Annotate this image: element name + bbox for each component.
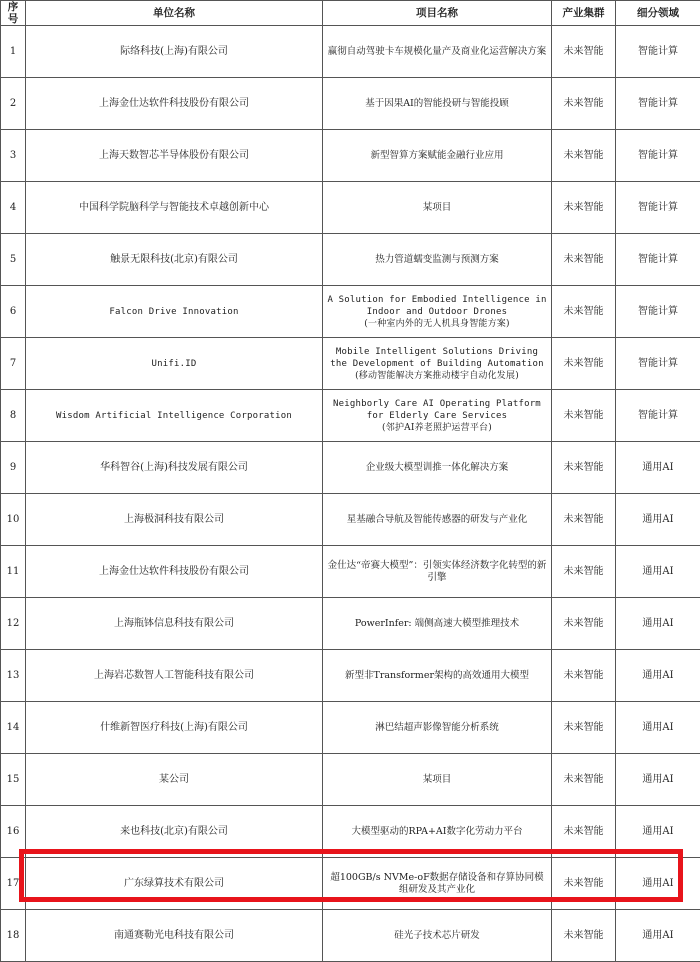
sub-field: 智能计算 [616, 286, 700, 338]
industry-cluster: 未来智能 [552, 234, 616, 286]
project-name-en: Neighborly Care AI Operating Platform for Elderly Care Services [326, 398, 548, 422]
sub-field: 通用AI [616, 806, 700, 858]
header-project: 项目名称 [323, 1, 552, 26]
row-number: 1 [1, 26, 26, 78]
project-name: 企业级大模型训推一体化解决方案 [323, 442, 552, 494]
industry-cluster: 未来智能 [552, 182, 616, 234]
table-row [1, 858, 700, 910]
row-number: 4 [1, 182, 26, 234]
sub-field: 智能计算 [616, 130, 700, 182]
project-name: 新型非Transformer架构的高效通用大模型 [323, 650, 552, 702]
industry-cluster: 未来智能 [552, 702, 616, 754]
project-name: 淋巴结超声影像智能分析系统 [323, 702, 552, 754]
sub-field: 通用AI [616, 546, 700, 598]
row-number: 8 [1, 390, 26, 442]
industry-cluster: 未来智能 [552, 78, 616, 130]
row-number: 18 [1, 910, 26, 962]
org-name: 来也科技(北京)有限公司 [26, 806, 323, 858]
table-row [1, 910, 700, 962]
header-org: 单位名称 [26, 1, 323, 26]
table-row [1, 390, 700, 442]
sub-field: 通用AI [616, 702, 700, 754]
org-name: 际络科技(上海)有限公司 [26, 26, 323, 78]
table-row [1, 78, 700, 130]
sub-field: 通用AI [616, 754, 700, 806]
industry-cluster: 未来智能 [552, 286, 616, 338]
project-name: 星基融合导航及智能传感器的研发与产业化 [323, 494, 552, 546]
org-name: 什维新智医疗科技(上海)有限公司 [26, 702, 323, 754]
row-number: 15 [1, 754, 26, 806]
project-name: 新型智算方案赋能金融行业应用 [323, 130, 552, 182]
table-row [1, 702, 700, 754]
sub-field: 智能计算 [616, 390, 700, 442]
project-name: 某项目 [323, 754, 552, 806]
industry-cluster: 未来智能 [552, 26, 616, 78]
table-row [1, 130, 700, 182]
row-number: 14 [1, 702, 26, 754]
header-row [1, 1, 700, 26]
sub-field: 通用AI [616, 598, 700, 650]
industry-cluster: 未来智能 [552, 806, 616, 858]
org-name: 上海金仕达软件科技股份有限公司 [26, 78, 323, 130]
industry-cluster: 未来智能 [552, 910, 616, 962]
org-name: Falcon Drive Innovation [26, 286, 323, 338]
table-row [1, 806, 700, 858]
table-row [1, 546, 700, 598]
org-name: 华科智谷(上海)科技发展有限公司 [26, 442, 323, 494]
org-name: 中国科学院脑科学与智能技术卓越创新中心 [26, 182, 323, 234]
project-name [323, 338, 552, 390]
industry-cluster: 未来智能 [552, 338, 616, 390]
project-name: 某项目 [323, 182, 552, 234]
sub-field: 智能计算 [616, 234, 700, 286]
header-cluster: 产业集群 [552, 1, 616, 26]
row-number: 17 [1, 858, 26, 910]
sub-field: 通用AI [616, 650, 700, 702]
org-name: 上海极洞科技有限公司 [26, 494, 323, 546]
row-number: 9 [1, 442, 26, 494]
table-row [1, 494, 700, 546]
row-number: 13 [1, 650, 26, 702]
table-row [1, 234, 700, 286]
industry-cluster: 未来智能 [552, 442, 616, 494]
industry-cluster: 未来智能 [552, 390, 616, 442]
project-name [323, 390, 552, 442]
row-number: 16 [1, 806, 26, 858]
project-name: 硅光子技术芯片研发 [323, 910, 552, 962]
project-name-cn: (一种室内外的无人机具身智能方案) [326, 318, 548, 330]
project-name-en: A Solution for Embodied Intelligence in Indoor and Outdoor Drones [326, 294, 548, 318]
org-name: 某公司 [26, 754, 323, 806]
sub-field: 通用AI [616, 494, 700, 546]
sub-field: 通用AI [616, 442, 700, 494]
table-row [1, 754, 700, 806]
org-name: Wisdom Artificial Intelligence Corporation [26, 390, 323, 442]
project-name [323, 286, 552, 338]
org-name: 上海天数智芯半导体股份有限公司 [26, 130, 323, 182]
sub-field: 智能计算 [616, 78, 700, 130]
org-name: Unifi.ID [26, 338, 323, 390]
org-name: 上海金仕达软件科技股份有限公司 [26, 546, 323, 598]
project-name: PowerInfer: 端侧高速大模型推理技术 [323, 598, 552, 650]
row-number: 12 [1, 598, 26, 650]
org-name: 上海瓶钵信息科技有限公司 [26, 598, 323, 650]
row-number: 7 [1, 338, 26, 390]
project-name-cn: (移动智能解决方案推动楼宇自动化发展) [326, 370, 548, 382]
project-name-en: Mobile Intelligent Solutions Driving the Development of Building Automation [326, 346, 548, 370]
table-row [1, 26, 700, 78]
header-no: 序号 [1, 1, 26, 26]
sub-field: 通用AI [616, 910, 700, 962]
industry-cluster: 未来智能 [552, 858, 616, 910]
project-name-cn: (邻护AI养老照护运营平台) [326, 422, 548, 434]
industry-cluster: 未来智能 [552, 754, 616, 806]
project-name: 超100GB/s NVMe-oF数据存储设备和存算协同模组研发及其产业化 [323, 858, 552, 910]
table-row [1, 650, 700, 702]
industry-cluster: 未来智能 [552, 130, 616, 182]
org-name: 触景无限科技(北京)有限公司 [26, 234, 323, 286]
project-name: 基于因果AI的智能投研与智能投顾 [323, 78, 552, 130]
sub-field: 智能计算 [616, 26, 700, 78]
project-name: 金仕达“帝赛大模型”：引领实体经济数字化转型的新引擎 [323, 546, 552, 598]
industry-cluster: 未来智能 [552, 598, 616, 650]
project-name: 赢彻自动驾驶卡车规模化量产及商业化运营解决方案 [323, 26, 552, 78]
table-row [1, 182, 700, 234]
project-name: 大模型驱动的RPA+AI数字化劳动力平台 [323, 806, 552, 858]
industry-cluster: 未来智能 [552, 546, 616, 598]
table-row [1, 442, 700, 494]
table-row [1, 286, 700, 338]
header-field: 细分领域 [616, 1, 700, 26]
industry-cluster: 未来智能 [552, 650, 616, 702]
org-name: 上海岩芯数智人工智能科技有限公司 [26, 650, 323, 702]
sub-field: 智能计算 [616, 338, 700, 390]
row-number: 5 [1, 234, 26, 286]
row-number: 10 [1, 494, 26, 546]
row-number: 3 [1, 130, 26, 182]
row-number: 6 [1, 286, 26, 338]
row-number: 2 [1, 78, 26, 130]
org-name: 南通赛勒光电科技有限公司 [26, 910, 323, 962]
org-name: 广东绿算技术有限公司 [26, 858, 323, 910]
industry-cluster: 未来智能 [552, 494, 616, 546]
table-row [1, 338, 700, 390]
table-row [1, 598, 700, 650]
sub-field: 智能计算 [616, 182, 700, 234]
sub-field: 通用AI [616, 858, 700, 910]
row-number: 11 [1, 546, 26, 598]
project-name: 热力管道蠕变监测与预测方案 [323, 234, 552, 286]
